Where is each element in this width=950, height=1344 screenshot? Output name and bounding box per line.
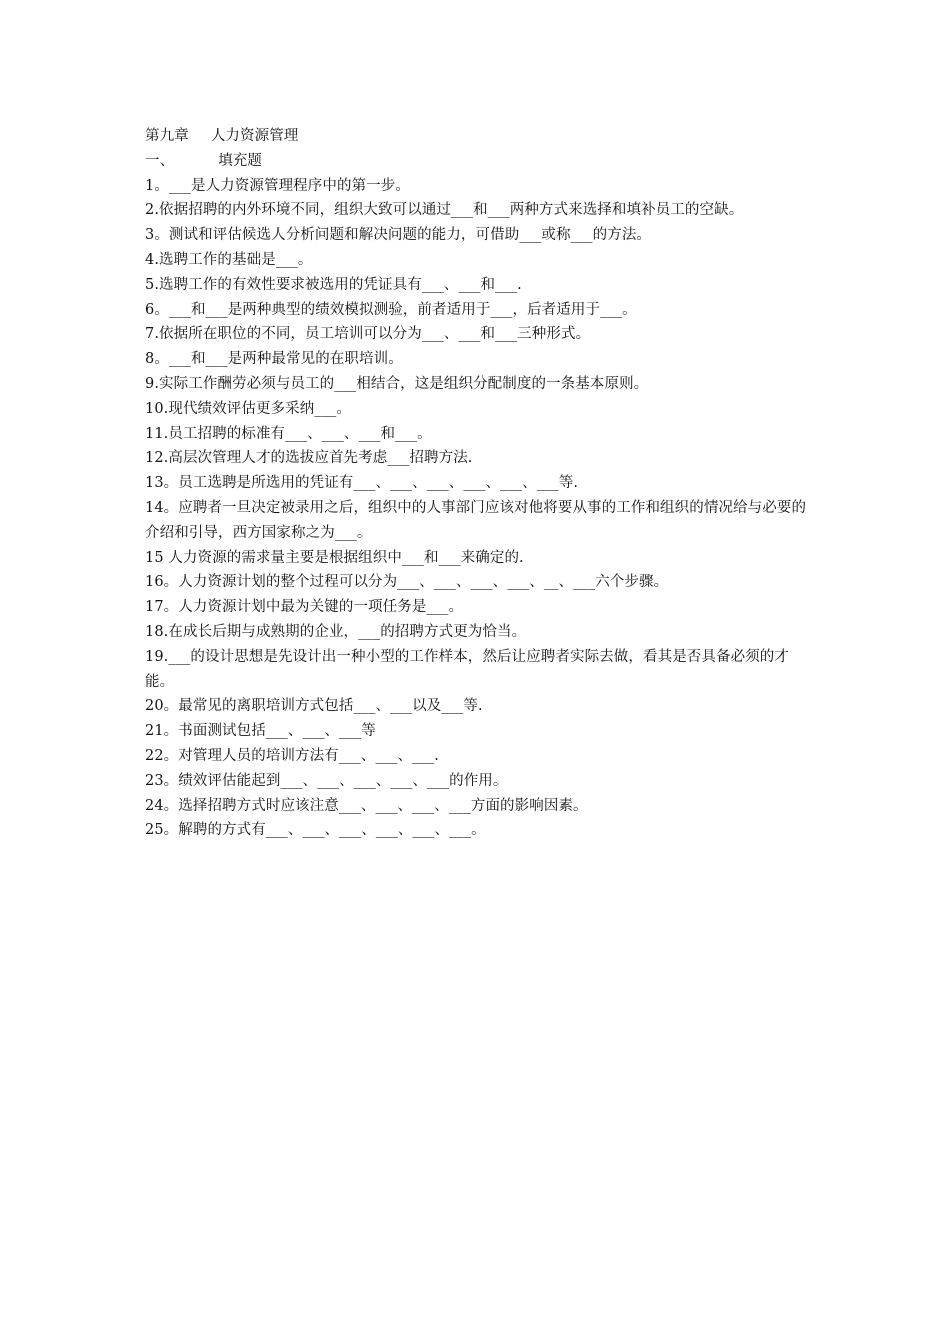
question-6: 6。___和___是两种典型的绩效模拟测验，前者适用于___，后者适用于___。 <box>145 301 637 318</box>
question-13: 13。员工选聘是所选用的凭证有___、___、___、___、___、___等. <box>145 475 579 492</box>
question-24: 24。选择招聘方式时应该注意___、___、___、___方面的影响因素。 <box>145 797 588 814</box>
question-2: 2.依据招聘的内外环境不同，组织大致可以通过___和___两种方式来选择和填补员工的空缺。 <box>145 202 744 219</box>
question-7: 7.依据所在职位的不同，员工培训可以分为___、___和___三种形式。 <box>145 326 591 343</box>
question-10: 10.现代绩效评估更多采纳___。 <box>145 400 352 417</box>
question-1: 1。___是人力资源管理程序中的第一步。 <box>145 177 410 194</box>
question-5: 5.选聘工作的有效性要求被选用的凭证具有___、___和___. <box>145 276 522 293</box>
section-heading <box>145 149 815 174</box>
section-number: 一、 <box>145 152 175 169</box>
question-17: 17。人力资源计划中最为关键的一项任务是___。 <box>145 599 464 616</box>
question-25: 25。解聘的方式有___、___、___、___、___、___。 <box>145 822 486 839</box>
chapter-heading <box>145 124 815 149</box>
question-11: 11.员工招聘的标准有___、___、___和___。 <box>145 425 432 442</box>
question-3: 3。测试和评估候选人分析问题和解决问题的能力，可借助___或称___的方法。 <box>145 227 652 244</box>
question-20: 20。最常见的离职培训方式包括___、___以及___等. <box>145 698 483 715</box>
question-18: 18.在成长后期与成熟期的企业，___的招聘方式更为恰当。 <box>145 623 527 640</box>
question-8: 8。___和___是两种最常见的在职培训。 <box>145 351 403 368</box>
chapter-title: 人力资源管理 <box>210 128 299 144</box>
question-16: 16。人力资源计划的整个过程可以分为___、___、___、___、__、___六个步骤。 <box>145 574 669 591</box>
question-21: 21。书面测试包括___、___、___等 <box>145 723 376 740</box>
question-19: 19.___的设计思想是先设计出一种小型的工作样本，然后让应聘者实际去做，看其是否具备必须的才能。 <box>145 648 790 690</box>
question-14: 14。应聘者一旦决定被录用之后，组织中的人事部门应该对他将要从事的工作和组织的情况给与必要的介绍和引导，西方国家称之为___。 <box>145 499 807 541</box>
question-12: 12.高层次管理人才的选拔应首先考虑___招聘方法. <box>145 450 473 467</box>
document-body <box>145 124 815 843</box>
question-22: 22。对管理人员的培训方法有___、___、___. <box>145 747 439 764</box>
chapter-number: 第九章 <box>145 128 189 144</box>
question-23: 23。绩效评估能起到___、___、___、___、___的作用。 <box>145 772 508 789</box>
question-9: 9.实际工作酬劳必须与员工的___相结合，这是组织分配制度的一条基本原则。 <box>145 375 649 392</box>
question-4: 4.选聘工作的基础是___。 <box>145 251 313 268</box>
section-title: 填充题 <box>218 152 263 169</box>
question-15: 15 人力资源的需求量主要是根据组织中___和___来确定的. <box>145 549 524 566</box>
